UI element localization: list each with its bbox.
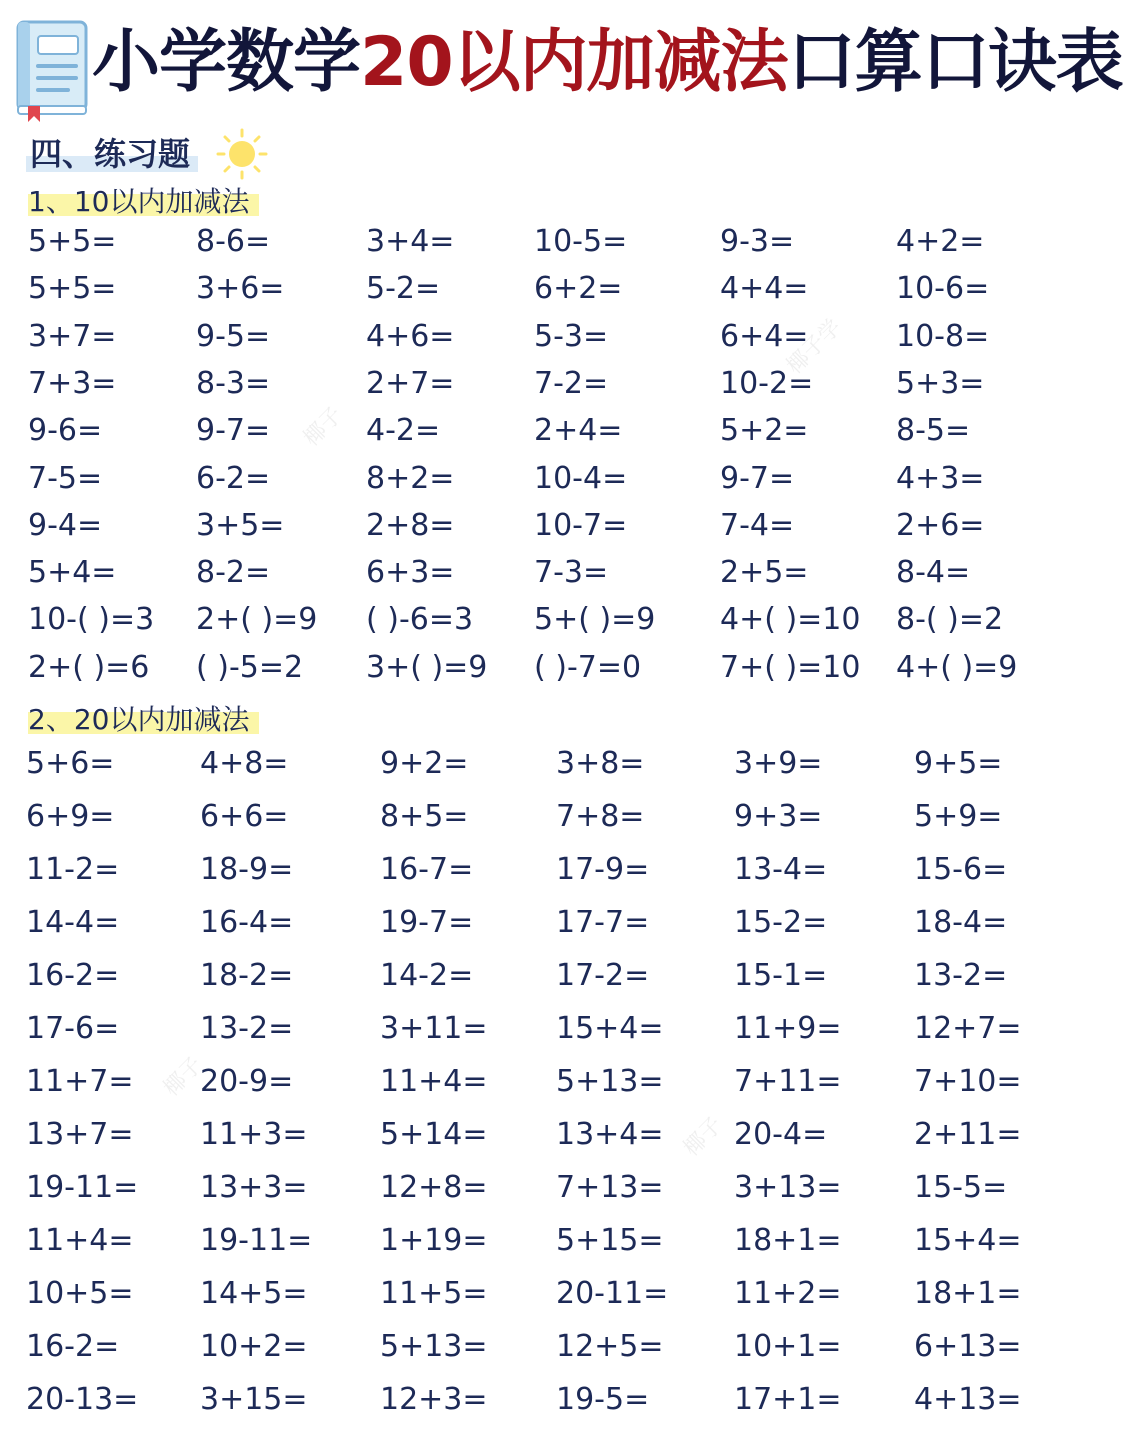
problem-cell: 6+6= — [200, 799, 289, 834]
problem-cell: 20-13= — [26, 1382, 139, 1417]
sub-heading-label: 1、10以内加减法 — [28, 185, 250, 218]
title-part3: 口算口诀表 — [787, 23, 1123, 102]
problem-cell: 4+4= — [720, 271, 809, 306]
problem-cell: 5+3= — [896, 366, 985, 401]
problem-cell: 18-9= — [200, 852, 294, 887]
problem-cell: 5+5= — [28, 271, 117, 306]
problem-cell: 3+7= — [28, 319, 117, 354]
problem-cell: 3+( )=9 — [366, 650, 488, 685]
problem-cell: 13-2= — [200, 1011, 294, 1046]
problem-cell: 3+11= — [380, 1011, 488, 1046]
problem-cell: 7-3= — [534, 555, 609, 590]
problem-cell: 8-4= — [896, 555, 971, 590]
problem-cell: 8-6= — [196, 224, 271, 259]
problem-cell: 5+2= — [720, 413, 809, 448]
problem-cell: 9-4= — [28, 508, 103, 543]
problem-cell: 8+2= — [366, 461, 455, 496]
problem-cell: 10+1= — [734, 1329, 842, 1364]
problem-row — [0, 1219, 1080, 1263]
problem-cell: 6+2= — [534, 271, 623, 306]
problem-cell: 5-2= — [366, 271, 441, 306]
problem-cell: 10-5= — [534, 224, 628, 259]
problem-cell: 10-2= — [720, 366, 814, 401]
problem-row — [0, 598, 1080, 642]
problem-cell: 9+3= — [734, 799, 823, 834]
problem-cell: 2+7= — [366, 366, 455, 401]
problem-cell: 17+1= — [734, 1382, 842, 1417]
problem-cell: 11-2= — [26, 852, 120, 887]
header — [0, 0, 1123, 125]
problem-row — [0, 1113, 1080, 1157]
problem-row — [0, 551, 1080, 595]
problem-cell: 3+5= — [196, 508, 285, 543]
problem-row — [0, 742, 1080, 786]
problem-cell: 16-4= — [200, 905, 294, 940]
problem-cell: 7-2= — [534, 366, 609, 401]
problem-cell: 10-6= — [896, 271, 990, 306]
problem-cell: 11+3= — [200, 1117, 308, 1152]
problem-cell: ( )-7=0 — [534, 650, 642, 685]
problem-cell: 10-8= — [896, 319, 990, 354]
problem-cell: 5+15= — [556, 1223, 664, 1258]
problem-cell: 4+6= — [366, 319, 455, 354]
problem-row — [0, 646, 1080, 690]
problem-cell: 19-5= — [556, 1382, 650, 1417]
problem-cell: 6+4= — [720, 319, 809, 354]
problem-cell: 2+8= — [366, 508, 455, 543]
page-title — [92, 18, 1123, 108]
problem-cell: 2+( )=9 — [196, 602, 318, 637]
problem-cell: 12+3= — [380, 1382, 488, 1417]
problem-cell: 4-2= — [366, 413, 441, 448]
problem-cell: 11+9= — [734, 1011, 842, 1046]
problem-cell: 10-4= — [534, 461, 628, 496]
problem-cell: 20-11= — [556, 1276, 669, 1311]
problem-cell: 9-7= — [196, 413, 271, 448]
problem-cell: 13-2= — [914, 958, 1008, 993]
problem-cell: 7+3= — [28, 366, 117, 401]
problem-cell: 4+( )=9 — [896, 650, 1018, 685]
problem-row — [0, 1378, 1080, 1422]
sun-icon — [212, 126, 272, 182]
problem-cell: 1+19= — [380, 1223, 488, 1258]
problem-cell: 20-9= — [200, 1064, 294, 1099]
problem-cell: 11+5= — [380, 1276, 488, 1311]
problem-cell: 10-7= — [534, 508, 628, 543]
title-part1: 小学数学 — [92, 23, 361, 102]
problem-cell: 4+3= — [896, 461, 985, 496]
watermark: 椰子 — [299, 402, 348, 452]
problem-cell: 8-2= — [196, 555, 271, 590]
problem-cell: 16-7= — [380, 852, 474, 887]
problem-cell: 2+5= — [720, 555, 809, 590]
problem-cell: 10+2= — [200, 1329, 308, 1364]
problem-cell: 2+( )=6 — [28, 650, 150, 685]
problem-row — [0, 848, 1080, 892]
problem-row — [0, 795, 1080, 839]
problem-cell: 7-4= — [720, 508, 795, 543]
problem-cell: 18+1= — [914, 1276, 1022, 1311]
problem-row — [0, 901, 1080, 945]
problem-cell: 2+4= — [534, 413, 623, 448]
problem-cell: ( )-6=3 — [366, 602, 474, 637]
problem-cell: 9-7= — [720, 461, 795, 496]
problem-cell: 20-4= — [734, 1117, 828, 1152]
problem-cell: 7+8= — [556, 799, 645, 834]
problem-cell: 3+4= — [366, 224, 455, 259]
problem-cell: 8-( )=2 — [896, 602, 1004, 637]
problem-cell: 6+3= — [366, 555, 455, 590]
title-part2: 20以内加减法 — [360, 23, 788, 102]
problem-cell: 5-3= — [534, 319, 609, 354]
problem-cell: 14+5= — [200, 1276, 308, 1311]
problem-cell: 9-3= — [720, 224, 795, 259]
problem-cell: 13+3= — [200, 1170, 308, 1205]
problem-cell: 11+7= — [26, 1064, 134, 1099]
problem-row — [0, 1166, 1080, 1210]
problem-cell: 14-4= — [26, 905, 120, 940]
problem-row — [0, 504, 1080, 548]
problem-cell: 3+6= — [196, 271, 285, 306]
problem-row — [0, 220, 1080, 264]
problem-cell: 7-5= — [28, 461, 103, 496]
sub-heading-20 — [28, 700, 249, 740]
problem-cell: 13-4= — [734, 852, 828, 887]
problem-cell: 10+5= — [26, 1276, 134, 1311]
problem-cell: 5+6= — [26, 746, 115, 781]
problem-cell: 4+8= — [200, 746, 289, 781]
problem-cell: 16-2= — [26, 1329, 120, 1364]
problem-cell: 5+13= — [556, 1064, 664, 1099]
problem-cell: 18+1= — [734, 1223, 842, 1258]
problem-cell: 19-11= — [26, 1170, 139, 1205]
problem-cell: 2+6= — [896, 508, 985, 543]
problem-cell: 5+( )=9 — [534, 602, 656, 637]
problem-row — [0, 954, 1080, 998]
problem-cell: 17-7= — [556, 905, 650, 940]
sub-heading-label: 2、20以内加减法 — [28, 703, 250, 736]
problem-cell: 9+5= — [914, 746, 1003, 781]
problem-cell: 5+14= — [380, 1117, 488, 1152]
problem-cell: 8+5= — [380, 799, 469, 834]
problem-row — [0, 457, 1080, 501]
problem-row — [0, 1325, 1080, 1369]
problem-cell: 10-( )=3 — [28, 602, 155, 637]
problem-cell: 19-7= — [380, 905, 474, 940]
problem-cell: 3+8= — [556, 746, 645, 781]
problem-cell: 5+9= — [914, 799, 1003, 834]
problem-cell: 18-4= — [914, 905, 1008, 940]
problem-cell: 9-5= — [196, 319, 271, 354]
problem-cell: 5+5= — [28, 224, 117, 259]
problem-cell: 7+10= — [914, 1064, 1022, 1099]
problem-cell: 3+9= — [734, 746, 823, 781]
problem-cell: 17-9= — [556, 852, 650, 887]
problem-row — [0, 267, 1080, 311]
problem-cell: 4+( )=10 — [720, 602, 861, 637]
problem-cell: 11+2= — [734, 1276, 842, 1311]
problem-cell: 15-2= — [734, 905, 828, 940]
problem-cell: 15+4= — [914, 1223, 1022, 1258]
problem-cell: 4+13= — [914, 1382, 1022, 1417]
problem-row — [0, 409, 1080, 453]
problem-cell: ( )-5=2 — [196, 650, 304, 685]
problem-row — [0, 1272, 1080, 1316]
problem-cell: 7+( )=10 — [720, 650, 861, 685]
problem-cell: 8-3= — [196, 366, 271, 401]
problem-cell: 19-11= — [200, 1223, 313, 1258]
problem-cell: 15-5= — [914, 1170, 1008, 1205]
watermark: 椰子学 — [782, 314, 847, 380]
problem-cell: 5+4= — [28, 555, 117, 590]
problem-cell: 17-2= — [556, 958, 650, 993]
problem-cell: 12+5= — [556, 1329, 664, 1364]
problem-cell: 2+11= — [914, 1117, 1022, 1152]
section-heading: 四、练习题 — [30, 132, 190, 176]
problem-cell: 17-6= — [26, 1011, 120, 1046]
problem-cell: 13+4= — [556, 1117, 664, 1152]
problem-cell: 14-2= — [380, 958, 474, 993]
problem-cell: 16-2= — [26, 958, 120, 993]
problem-cell: 15+4= — [556, 1011, 664, 1046]
problem-cell: 11+4= — [380, 1064, 488, 1099]
problem-row — [0, 315, 1080, 359]
problem-cell: 5+13= — [380, 1329, 488, 1364]
problem-cell: 6+13= — [914, 1329, 1022, 1364]
problem-cell: 3+13= — [734, 1170, 842, 1205]
problem-cell: 12+8= — [380, 1170, 488, 1205]
problem-cell: 15-1= — [734, 958, 828, 993]
problem-cell: 8-5= — [896, 413, 971, 448]
problem-cell: 11+4= — [26, 1223, 134, 1258]
problem-cell: 7+11= — [734, 1064, 842, 1099]
problem-cell: 15-6= — [914, 852, 1008, 887]
watermark: 椰子 — [679, 1112, 728, 1162]
problem-cell: 3+15= — [200, 1382, 308, 1417]
problem-cell: 7+13= — [556, 1170, 664, 1205]
problem-row — [0, 1007, 1080, 1051]
problem-cell: 9+2= — [380, 746, 469, 781]
problem-row — [0, 362, 1080, 406]
problem-cell: 9-6= — [28, 413, 103, 448]
problem-cell: 6-2= — [196, 461, 271, 496]
problem-cell: 13+7= — [26, 1117, 134, 1152]
problem-cell: 12+7= — [914, 1011, 1022, 1046]
problem-cell: 6+9= — [26, 799, 115, 834]
sub-heading-10 — [28, 182, 249, 222]
problem-cell: 18-2= — [200, 958, 294, 993]
watermark: 椰子 — [159, 1052, 208, 1102]
book-icon — [12, 14, 94, 122]
problem-cell: 4+2= — [896, 224, 985, 259]
